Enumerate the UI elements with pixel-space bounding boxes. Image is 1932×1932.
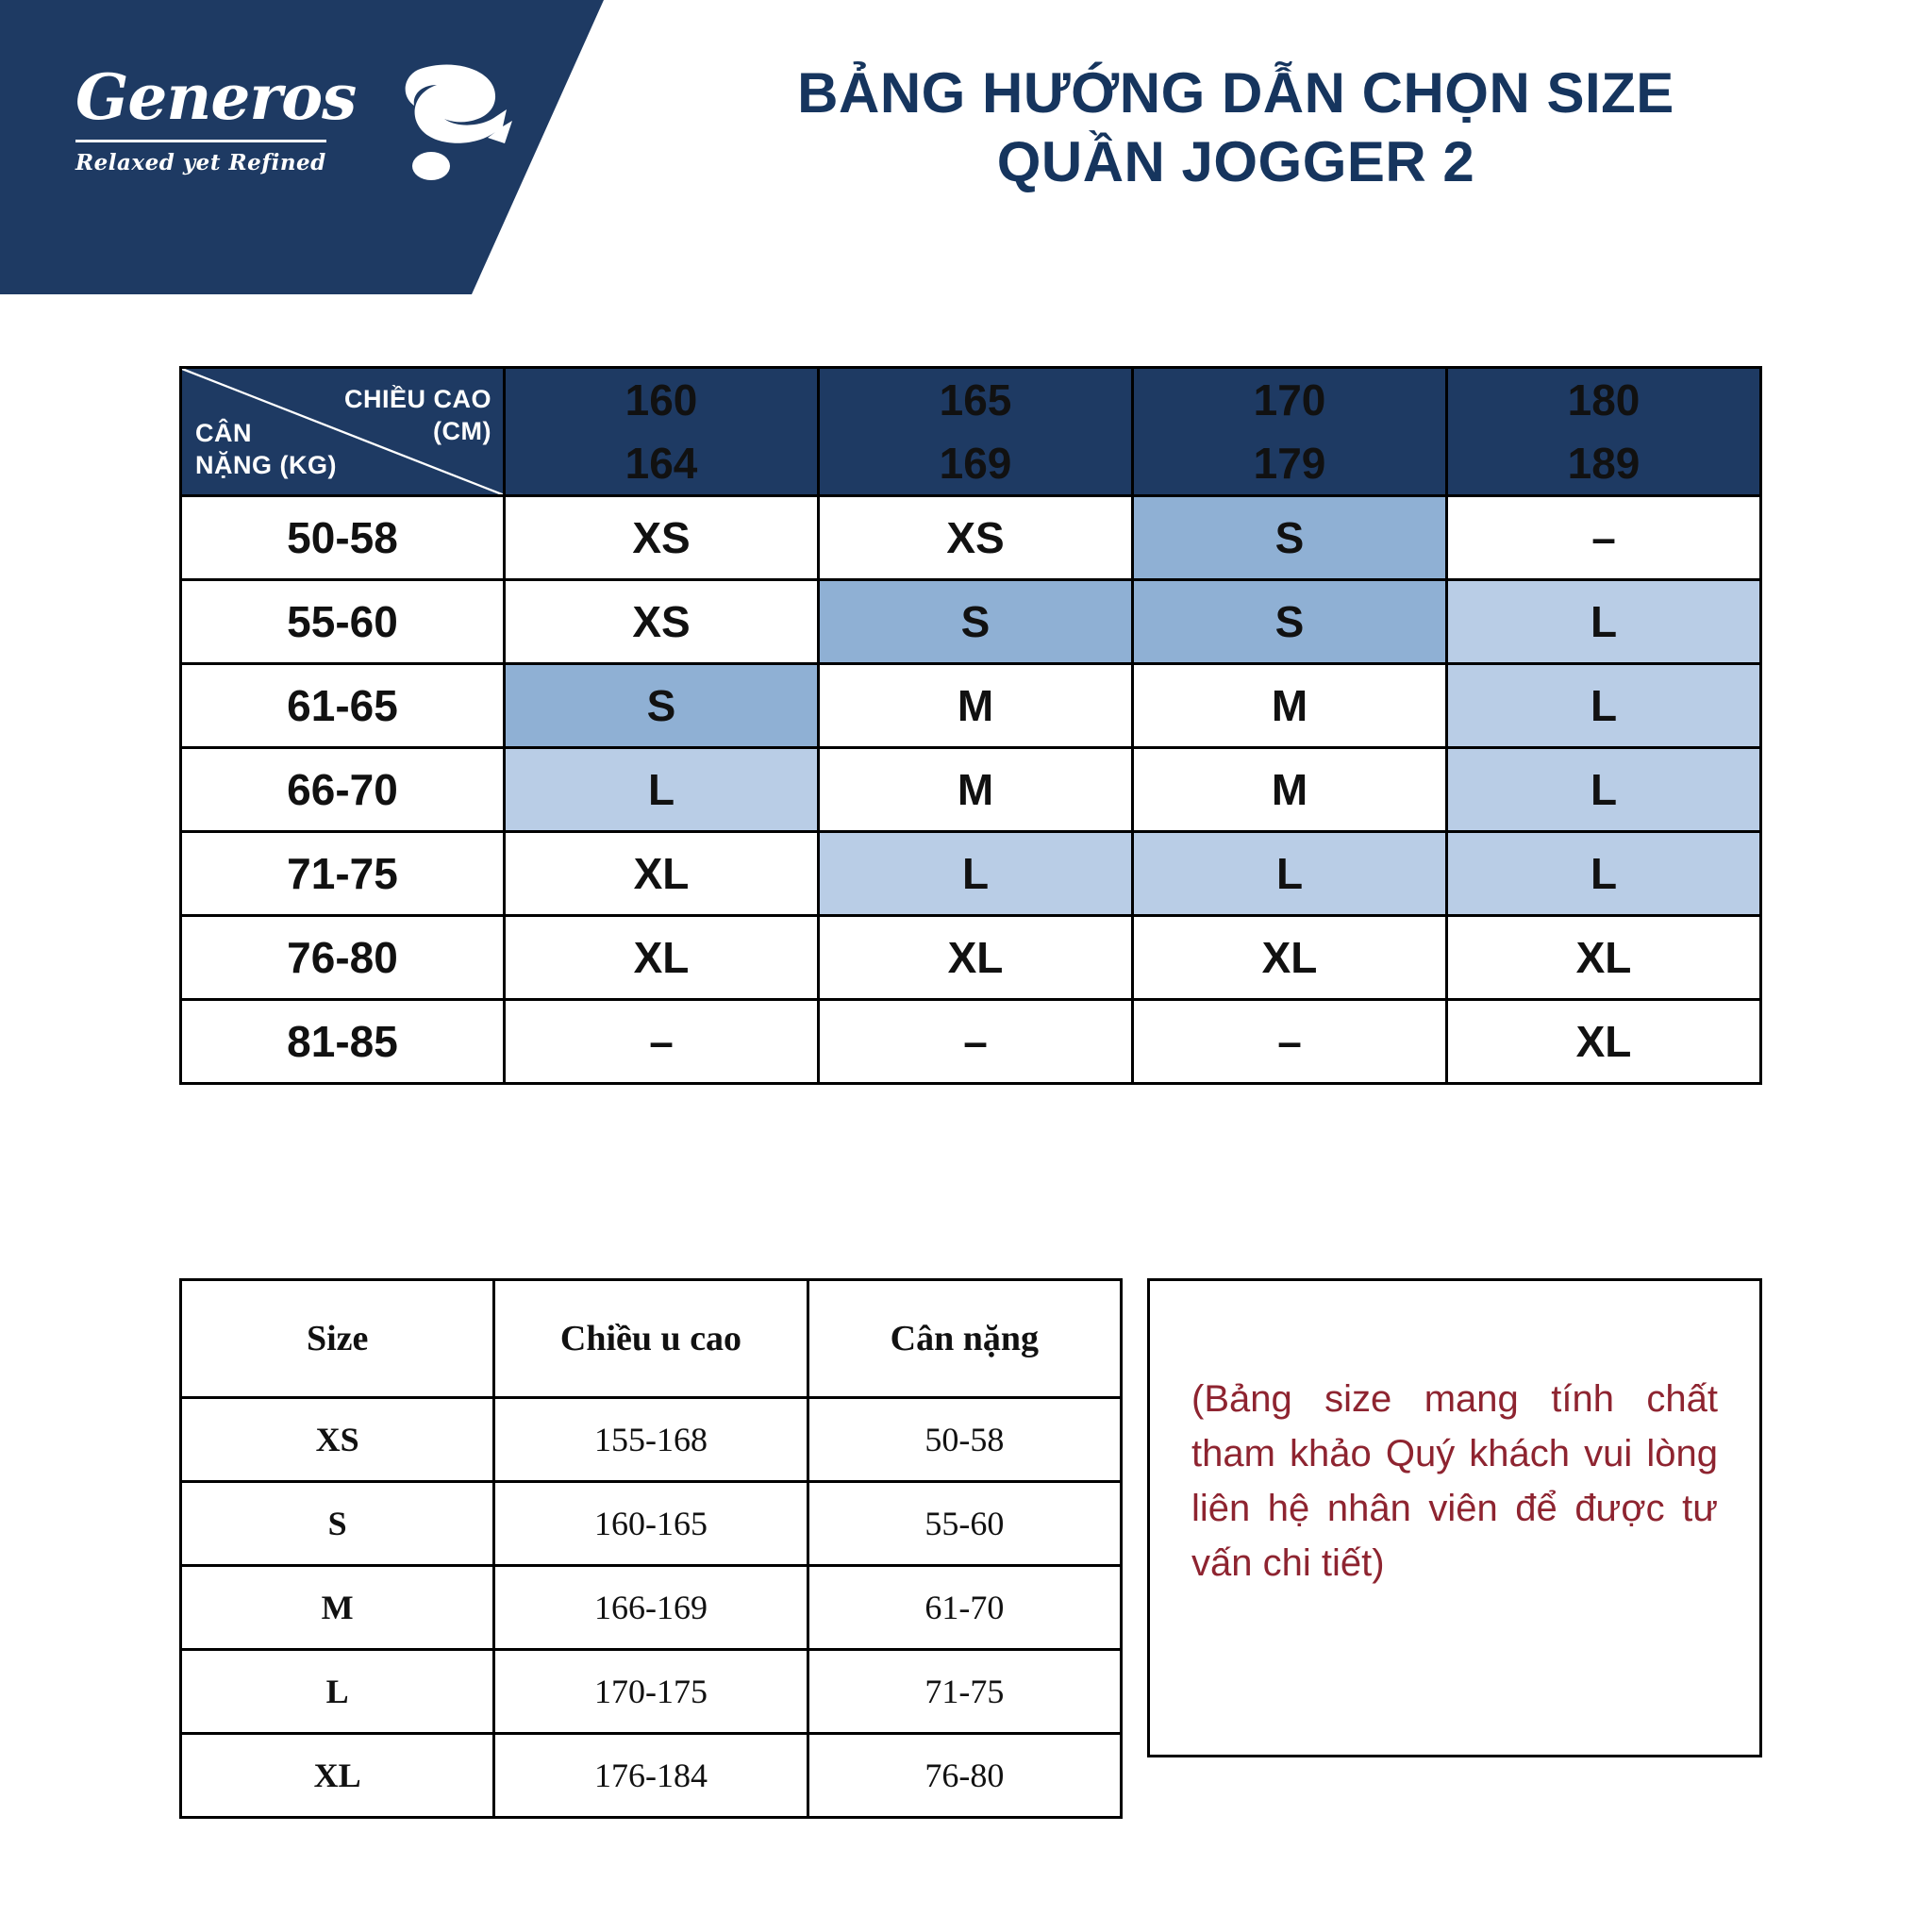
legend-height-3: 170-175 bbox=[494, 1650, 808, 1734]
matrix-cell-0-3: – bbox=[1447, 496, 1761, 580]
matrix-cell-4-1: L bbox=[819, 832, 1133, 916]
matrix-col-header-2-bottom: 179 bbox=[1253, 438, 1326, 488]
legend-weight-3: 71-75 bbox=[808, 1650, 1121, 1734]
table-row bbox=[181, 1482, 1122, 1566]
matrix-cell-3-3: L bbox=[1447, 748, 1761, 832]
matrix-row-weight-2: 61-65 bbox=[181, 664, 505, 748]
brand-name: Generos bbox=[75, 60, 357, 134]
matrix-cell-5-3: XL bbox=[1447, 916, 1761, 1000]
matrix-row-weight-6: 81-85 bbox=[181, 1000, 505, 1084]
page-header bbox=[0, 0, 1932, 294]
matrix-col-header-1 bbox=[819, 368, 1133, 496]
matrix-cell-1-2: S bbox=[1133, 580, 1447, 664]
matrix-cell-6-1: – bbox=[819, 1000, 1133, 1084]
legend-size-4: XL bbox=[181, 1734, 494, 1818]
size-matrix-head bbox=[181, 368, 1761, 496]
matrix-cell-1-0: XS bbox=[505, 580, 819, 664]
size-legend-table bbox=[179, 1278, 1123, 1819]
table-row bbox=[181, 748, 1761, 832]
matrix-col-header-2 bbox=[1133, 368, 1447, 496]
legend-header-height: Chiều u cao bbox=[494, 1280, 808, 1398]
page-title-line2: QUẦN JOGGER 2 bbox=[996, 130, 1475, 194]
matrix-cell-2-2: M bbox=[1133, 664, 1447, 748]
matrix-cell-2-0: S bbox=[505, 664, 819, 748]
matrix-col-header-0-top: 160 bbox=[625, 375, 698, 425]
matrix-cell-2-3: L bbox=[1447, 664, 1761, 748]
legend-header-row bbox=[181, 1280, 1122, 1398]
legend-size-2: M bbox=[181, 1566, 494, 1650]
legend-weight-4: 76-80 bbox=[808, 1734, 1121, 1818]
matrix-row-weight-0: 50-58 bbox=[181, 496, 505, 580]
brand-tagline: Relaxed yet Refined bbox=[75, 140, 326, 175]
brand-logo bbox=[75, 60, 500, 226]
legend-header-size: Size bbox=[181, 1280, 494, 1398]
matrix-cell-3-0: L bbox=[505, 748, 819, 832]
legend-height-4: 176-184 bbox=[494, 1734, 808, 1818]
legend-weight-2: 61-70 bbox=[808, 1566, 1121, 1650]
matrix-col-header-2-top: 170 bbox=[1253, 375, 1326, 425]
disclaimer-box bbox=[1147, 1278, 1762, 1757]
matrix-cell-4-0: XL bbox=[505, 832, 819, 916]
legend-weight-1: 55-60 bbox=[808, 1482, 1121, 1566]
legend-header-weight: Cân nặng bbox=[808, 1280, 1121, 1398]
matrix-cell-4-2: L bbox=[1133, 832, 1447, 916]
page-title bbox=[604, 58, 1868, 196]
table-row bbox=[181, 832, 1761, 916]
table-row bbox=[181, 664, 1761, 748]
matrix-cell-5-1: XL bbox=[819, 916, 1133, 1000]
matrix-col-header-1-top: 165 bbox=[939, 375, 1012, 425]
size-matrix-section bbox=[179, 366, 1762, 1085]
size-legend-body bbox=[181, 1398, 1122, 1818]
table-row bbox=[181, 580, 1761, 664]
legend-size-0: XS bbox=[181, 1398, 494, 1482]
size-legend-head bbox=[181, 1280, 1122, 1398]
matrix-corner-cell bbox=[181, 368, 505, 496]
corner-height-label-line2: (CM) bbox=[433, 416, 491, 445]
size-matrix-table bbox=[179, 366, 1762, 1085]
matrix-cell-3-2: M bbox=[1133, 748, 1447, 832]
matrix-cell-0-2: S bbox=[1133, 496, 1447, 580]
matrix-cell-0-1: XS bbox=[819, 496, 1133, 580]
matrix-col-header-3 bbox=[1447, 368, 1761, 496]
matrix-cell-6-0: – bbox=[505, 1000, 819, 1084]
legend-size-3: L bbox=[181, 1650, 494, 1734]
corner-weight-label bbox=[195, 418, 337, 482]
page-title-line1: BẢNG HƯỚNG DẪN CHỌN SIZE bbox=[797, 61, 1674, 125]
matrix-cell-6-3: XL bbox=[1447, 1000, 1761, 1084]
table-row bbox=[181, 1000, 1761, 1084]
size-matrix-header-row bbox=[181, 368, 1761, 496]
legend-height-2: 166-169 bbox=[494, 1566, 808, 1650]
matrix-cell-4-3: L bbox=[1447, 832, 1761, 916]
corner-weight-label-line2: NẶNG (KG) bbox=[195, 450, 337, 479]
matrix-cell-5-2: XL bbox=[1133, 916, 1447, 1000]
legend-weight-0: 50-58 bbox=[808, 1398, 1121, 1482]
disclaimer-text: (Bảng size mang tính chất tham khảo Quý khách vui lòng liên hệ nhân viên để được tư vấn chi tiết) bbox=[1191, 1378, 1718, 1584]
matrix-col-header-3-top: 180 bbox=[1567, 375, 1641, 425]
table-row bbox=[181, 496, 1761, 580]
legend-size-1: S bbox=[181, 1482, 494, 1566]
matrix-col-header-1-bottom: 169 bbox=[939, 438, 1012, 488]
matrix-row-weight-1: 55-60 bbox=[181, 580, 505, 664]
matrix-cell-0-0: XS bbox=[505, 496, 819, 580]
legend-height-1: 160-165 bbox=[494, 1482, 808, 1566]
table-row bbox=[181, 1398, 1122, 1482]
matrix-cell-5-0: XL bbox=[505, 916, 819, 1000]
matrix-row-weight-5: 76-80 bbox=[181, 916, 505, 1000]
swoosh-mark-icon bbox=[363, 60, 514, 183]
table-row bbox=[181, 1650, 1122, 1734]
size-matrix-body bbox=[181, 496, 1761, 1084]
matrix-cell-3-1: M bbox=[819, 748, 1133, 832]
corner-height-label-line1: CHIỀU CAO bbox=[343, 385, 491, 413]
matrix-col-header-0-bottom: 164 bbox=[625, 438, 698, 488]
matrix-cell-1-1: S bbox=[819, 580, 1133, 664]
matrix-col-header-0 bbox=[505, 368, 819, 496]
matrix-cell-2-1: M bbox=[819, 664, 1133, 748]
table-row bbox=[181, 916, 1761, 1000]
legend-height-0: 155-168 bbox=[494, 1398, 808, 1482]
table-row bbox=[181, 1734, 1122, 1818]
matrix-row-weight-4: 71-75 bbox=[181, 832, 505, 916]
corner-weight-label-line1: CÂN bbox=[195, 418, 252, 447]
matrix-cell-1-3: L bbox=[1447, 580, 1761, 664]
matrix-cell-6-2: – bbox=[1133, 1000, 1447, 1084]
bottom-section bbox=[179, 1278, 1762, 1819]
matrix-col-header-3-bottom: 189 bbox=[1567, 438, 1641, 488]
matrix-row-weight-3: 66-70 bbox=[181, 748, 505, 832]
table-row bbox=[181, 1566, 1122, 1650]
corner-height-label bbox=[344, 384, 491, 448]
